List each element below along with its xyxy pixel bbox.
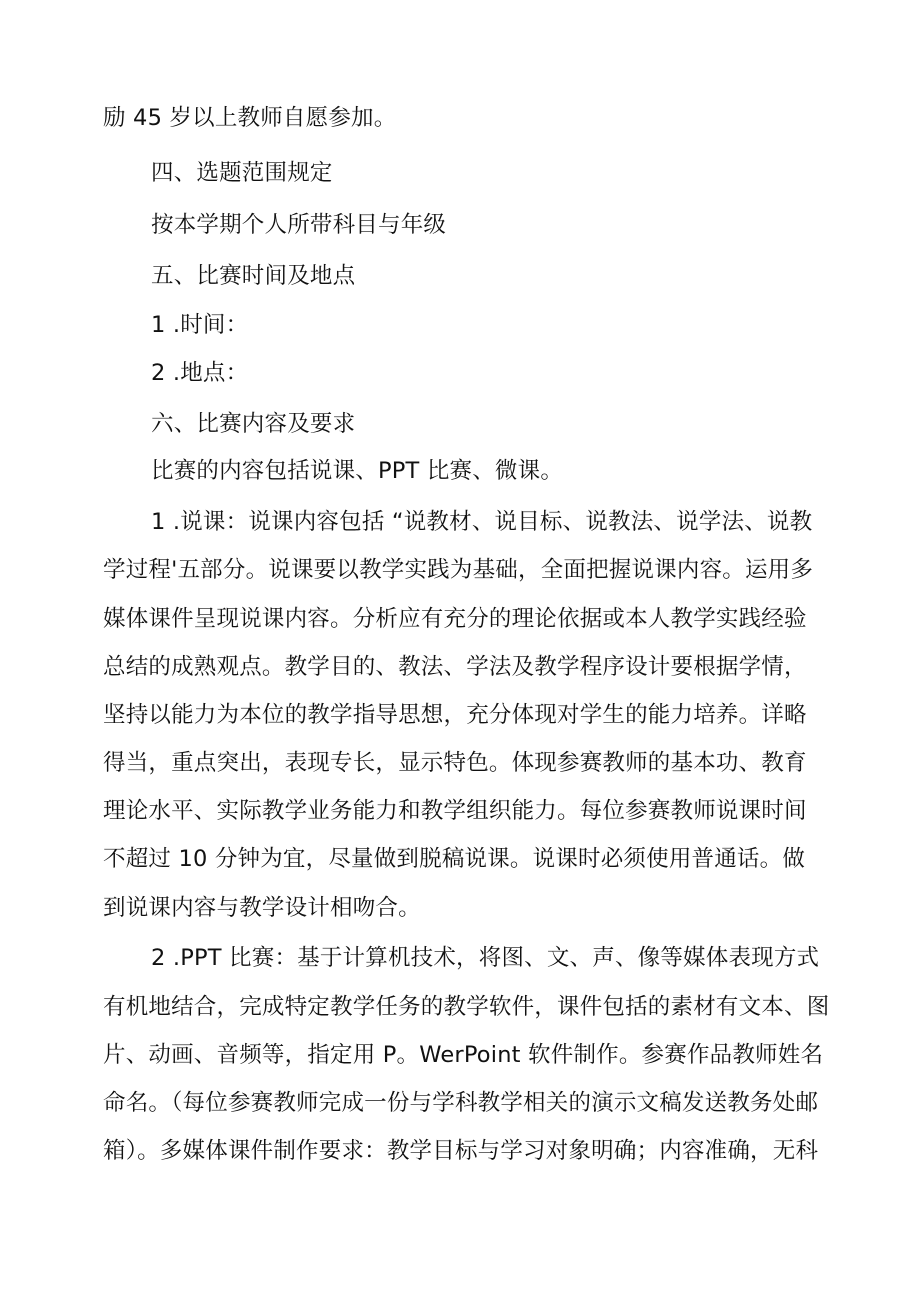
- paragraph-line: 比赛的内容包括说课、PPT 比赛、微课。: [151, 458, 564, 484]
- paragraph-line: 到说课内容与教学设计相吻合。: [103, 895, 421, 921]
- section-heading-content-requirements: 六、比赛内容及要求: [151, 411, 356, 437]
- paragraph-line: 理论水平、实际教学业务能力和教学组织能力。每位参赛教师说课时间: [103, 798, 807, 824]
- paragraph-line: 总结的成熟观点。教学目的、教法、学法及教学程序设计要根据学情，: [103, 654, 807, 680]
- paragraph-line: 片、动画、音频等，指定用 P。WerPoint 软件制作。参赛作品教师姓名: [103, 1042, 824, 1068]
- paragraph-line: 坚持以能力为本位的教学指导思想，充分体现对学生的能力培养。详略: [103, 702, 807, 728]
- paragraph-line: 不超过 10 分钟为宜，尽量做到脱稿说课。说课时必须使用普通话。做: [103, 846, 806, 872]
- paragraph-line: 箱）。多媒体课件制作要求：教学目标与学习对象明确；内容准确，无科: [103, 1138, 819, 1164]
- paragraph-line: 按本学期个人所带科目与年级: [151, 212, 447, 238]
- paragraph-line: 命名。（每位参赛教师完成一份与学科教学相关的演示文稿发送教务处邮: [103, 1090, 819, 1116]
- list-item-time: 1 .时间：: [151, 312, 249, 338]
- paragraph-line-lesson-talk: 1 .说课：说课内容包括 “说教材、说目标、说教法、说学法、说教: [151, 509, 813, 535]
- section-heading-time-place: 五、比赛时间及地点: [151, 263, 356, 289]
- paragraph-line: 得当，重点突出，表现专长，显示特色。体现参赛教师的基本功、教育: [103, 750, 807, 776]
- paragraph-line: 有机地结合，完成特定教学任务的教学软件，课件包括的素材有文本、图: [103, 994, 830, 1020]
- section-heading-topic-scope: 四、选题范围规定: [151, 160, 333, 186]
- paragraph-line: 学过程'五部分。说课要以教学实践为基础，全面把握说课内容。运用多: [103, 557, 814, 583]
- list-item-place: 2 .地点：: [151, 360, 249, 386]
- paragraph-line: 媒体课件呈现说课内容。分析应有充分的理论依据或本人教学实践经验: [103, 606, 807, 632]
- paragraph-line-ppt-contest: 2 .PPT 比赛：基于计算机技术，将图、文、声、像等媒体表现方式: [151, 945, 820, 971]
- paragraph-line: 励 45 岁以上教师自愿参加。: [103, 105, 397, 131]
